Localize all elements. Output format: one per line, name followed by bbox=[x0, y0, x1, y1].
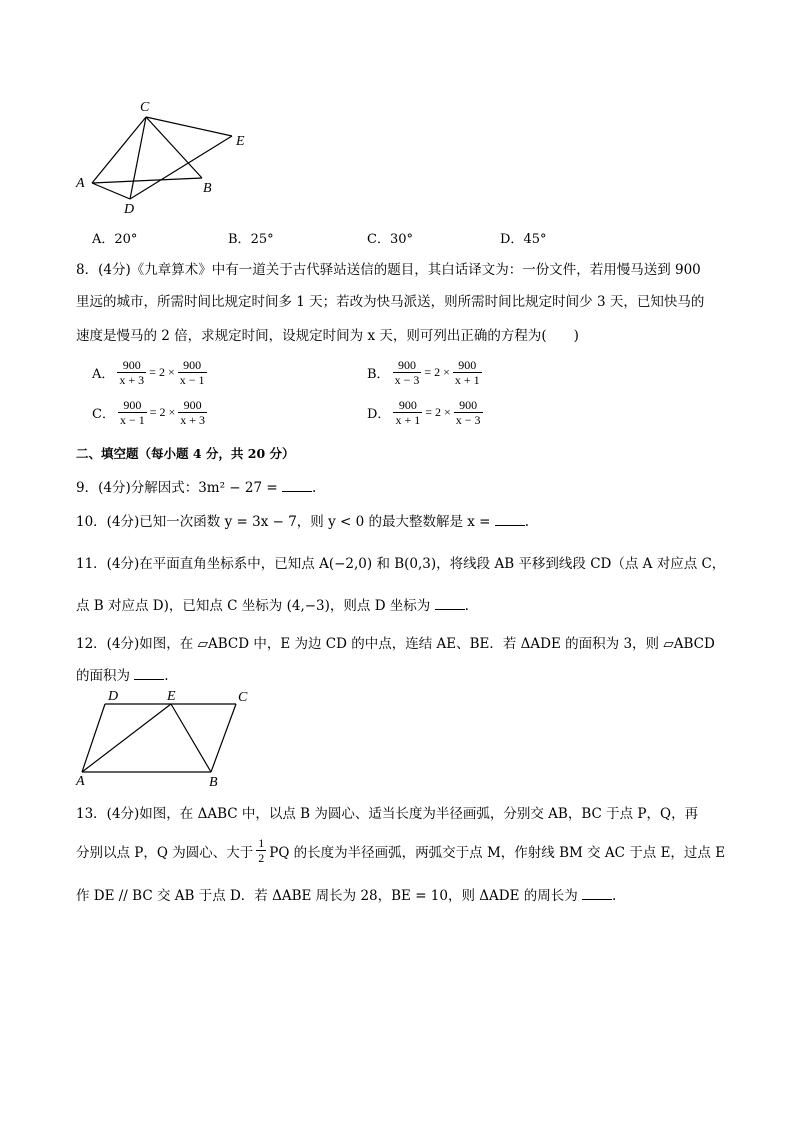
equals-times: = 2 × bbox=[149, 405, 176, 419]
q13-line-2-a: 分别以点 P，Q 为圆心、大于 bbox=[76, 844, 254, 861]
q8-line-3: 速度是慢马的 2 倍，求规定时间，设规定时间为 x 天，则可列出正确的方程为( ) bbox=[76, 328, 579, 344]
q11-answer-blank[interactable] bbox=[435, 597, 465, 610]
segment-CE bbox=[146, 117, 232, 136]
option-letter: B． bbox=[367, 367, 390, 382]
denominator: x − 3 bbox=[455, 413, 481, 427]
q13-line-1: 13．(4分)如图，在 ΔABC 中，以点 B 为圆心、适当长度为半径画弧，分别交 AB，BC 于点 P，Q，再 bbox=[76, 806, 699, 822]
q13-line-3 bbox=[76, 884, 616, 904]
segment-AE bbox=[82, 704, 171, 772]
q11-line-2 bbox=[76, 594, 469, 614]
equals-times: = 2 × bbox=[425, 405, 451, 419]
numerator: 900 bbox=[183, 358, 202, 372]
label-E: E bbox=[236, 134, 245, 149]
option-text: 45° bbox=[523, 232, 547, 247]
segment-AC bbox=[92, 117, 146, 183]
label-A: A bbox=[76, 774, 85, 789]
label-B: B bbox=[209, 775, 218, 790]
q13-end: . bbox=[612, 888, 617, 904]
q8-option-c[interactable] bbox=[92, 398, 207, 427]
label-E: E bbox=[167, 689, 176, 704]
segment-CB bbox=[146, 117, 202, 178]
numerator: 900 bbox=[183, 398, 202, 412]
segment-AD bbox=[92, 183, 130, 199]
q10-end: . bbox=[524, 514, 530, 530]
q8-option-b[interactable] bbox=[367, 358, 482, 387]
fraction bbox=[178, 398, 207, 427]
label-C: C bbox=[238, 690, 248, 705]
denominator: x − 1 bbox=[119, 413, 145, 427]
option-letter: D． bbox=[500, 232, 524, 247]
option-text: 30° bbox=[389, 232, 413, 247]
denominator: x − 1 bbox=[179, 373, 205, 387]
q11-line-2-text: 点 B 对应点 D)，已知点 C 坐标为 (4,−3)，则点 D 坐标为 bbox=[76, 598, 431, 614]
equals-times: = 2 × bbox=[149, 365, 175, 379]
fraction bbox=[393, 358, 422, 387]
equals-times: = 2 × bbox=[424, 365, 450, 379]
q10 bbox=[76, 510, 529, 530]
section-heading-fill-in: 二、填空题（每小题 4 分，共 20 分） bbox=[76, 446, 295, 461]
label-A: A bbox=[76, 176, 85, 191]
q13-answer-blank[interactable] bbox=[582, 887, 612, 900]
numerator: 1 bbox=[258, 836, 265, 850]
option-letter: C． bbox=[367, 232, 390, 247]
fraction bbox=[393, 398, 422, 427]
q11-line-1: 11．(4分)在平面直角坐标系中，已知点 A(−2,0) 和 B(0,3)，将线段 AB 平移到线段 CD（点 A 对应点 C， bbox=[76, 556, 726, 572]
q9 bbox=[76, 476, 316, 496]
denominator: x + 1 bbox=[395, 413, 421, 427]
label-C: C bbox=[140, 100, 150, 115]
numerator: 900 bbox=[458, 358, 477, 372]
option-text: 20° bbox=[114, 232, 138, 247]
figure-q12 bbox=[70, 686, 260, 790]
segment-DE bbox=[130, 136, 232, 199]
option-letter: B． bbox=[228, 232, 251, 247]
q7-option-d[interactable] bbox=[500, 228, 546, 247]
q8-line-2: 里远的城市，所需时间比规定时间多 1 天；若改为快马派送，则所需时间比规定时间少 3 天，已知快马的 bbox=[76, 294, 705, 310]
q12-line-2 bbox=[76, 664, 169, 684]
numerator: 900 bbox=[398, 398, 417, 412]
q7-option-b[interactable] bbox=[228, 228, 274, 247]
option-letter: A． bbox=[92, 367, 115, 382]
option-text: 25° bbox=[250, 232, 274, 247]
fraction bbox=[118, 398, 147, 427]
numerator: 900 bbox=[397, 358, 416, 372]
denominator: x − 3 bbox=[394, 373, 420, 387]
q9-text: 9．(4分)分解因式：3m² − 27 = bbox=[76, 480, 278, 496]
q12-line-1: 12．(4分)如图，在 ▱ABCD 中，E 为边 CD 的中点，连结 AE、BE．若 ΔADE 的面积为 3，则 ▱ABCD bbox=[76, 636, 715, 652]
q12-answer-blank[interactable] bbox=[134, 667, 164, 680]
q13-line-3-text: 作 DE // BC 交 AB 于点 D．若 ΔABE 周长为 28，BE = 10，则 ΔADE 的周长为 bbox=[76, 888, 578, 904]
q12-end: . bbox=[164, 668, 169, 684]
label-B: B bbox=[203, 181, 212, 196]
option-letter: D． bbox=[367, 407, 391, 422]
segment-BE bbox=[171, 704, 211, 772]
segment-AD bbox=[82, 704, 105, 772]
segment-CD bbox=[130, 117, 146, 199]
q7-option-a[interactable] bbox=[92, 228, 137, 247]
figure-q7 bbox=[70, 95, 260, 220]
label-D: D bbox=[108, 689, 119, 704]
denominator: 2 bbox=[258, 851, 265, 865]
q13-line-2 bbox=[76, 836, 725, 865]
segment-AB bbox=[92, 178, 202, 183]
label-D: D bbox=[124, 202, 135, 217]
fraction bbox=[117, 358, 146, 387]
denominator: x + 3 bbox=[119, 373, 145, 387]
fraction bbox=[454, 398, 483, 427]
numerator: 900 bbox=[459, 398, 478, 412]
q7-option-c[interactable] bbox=[367, 228, 413, 247]
numerator: 900 bbox=[123, 398, 142, 412]
segment-BC bbox=[211, 704, 236, 772]
denominator: x + 3 bbox=[180, 413, 206, 427]
numerator: 900 bbox=[122, 358, 141, 372]
q8-option-a[interactable] bbox=[92, 358, 207, 387]
q10-answer-blank[interactable] bbox=[495, 513, 525, 526]
option-letter: C． bbox=[92, 407, 115, 422]
fraction bbox=[178, 358, 207, 387]
q11-end: . bbox=[464, 598, 469, 614]
q9-end: . bbox=[312, 480, 317, 496]
q8-option-d[interactable] bbox=[367, 398, 483, 427]
q9-answer-blank[interactable] bbox=[282, 479, 312, 492]
q10-text: 10．(4分)已知一次函数 y = 3x − 7，则 y < 0 的最大整数解是 x = bbox=[76, 514, 491, 530]
q8-line-1: 8．(4分)《九章算术》中有一道关于古代驿站送信的题目，其白话译文为：一份文件，若用慢马送到 900 bbox=[76, 262, 701, 278]
fraction bbox=[453, 358, 482, 387]
q13-line-2-b: PQ 的长度为半径画弧，两弧交于点 M，作射线 BM 交 AC 于点 E，过点 E bbox=[269, 844, 726, 861]
fraction-one-half bbox=[256, 836, 266, 865]
option-letter: A． bbox=[92, 232, 115, 247]
denominator: x + 1 bbox=[454, 373, 480, 387]
q12-line-2-text: 的面积为 bbox=[76, 668, 130, 684]
